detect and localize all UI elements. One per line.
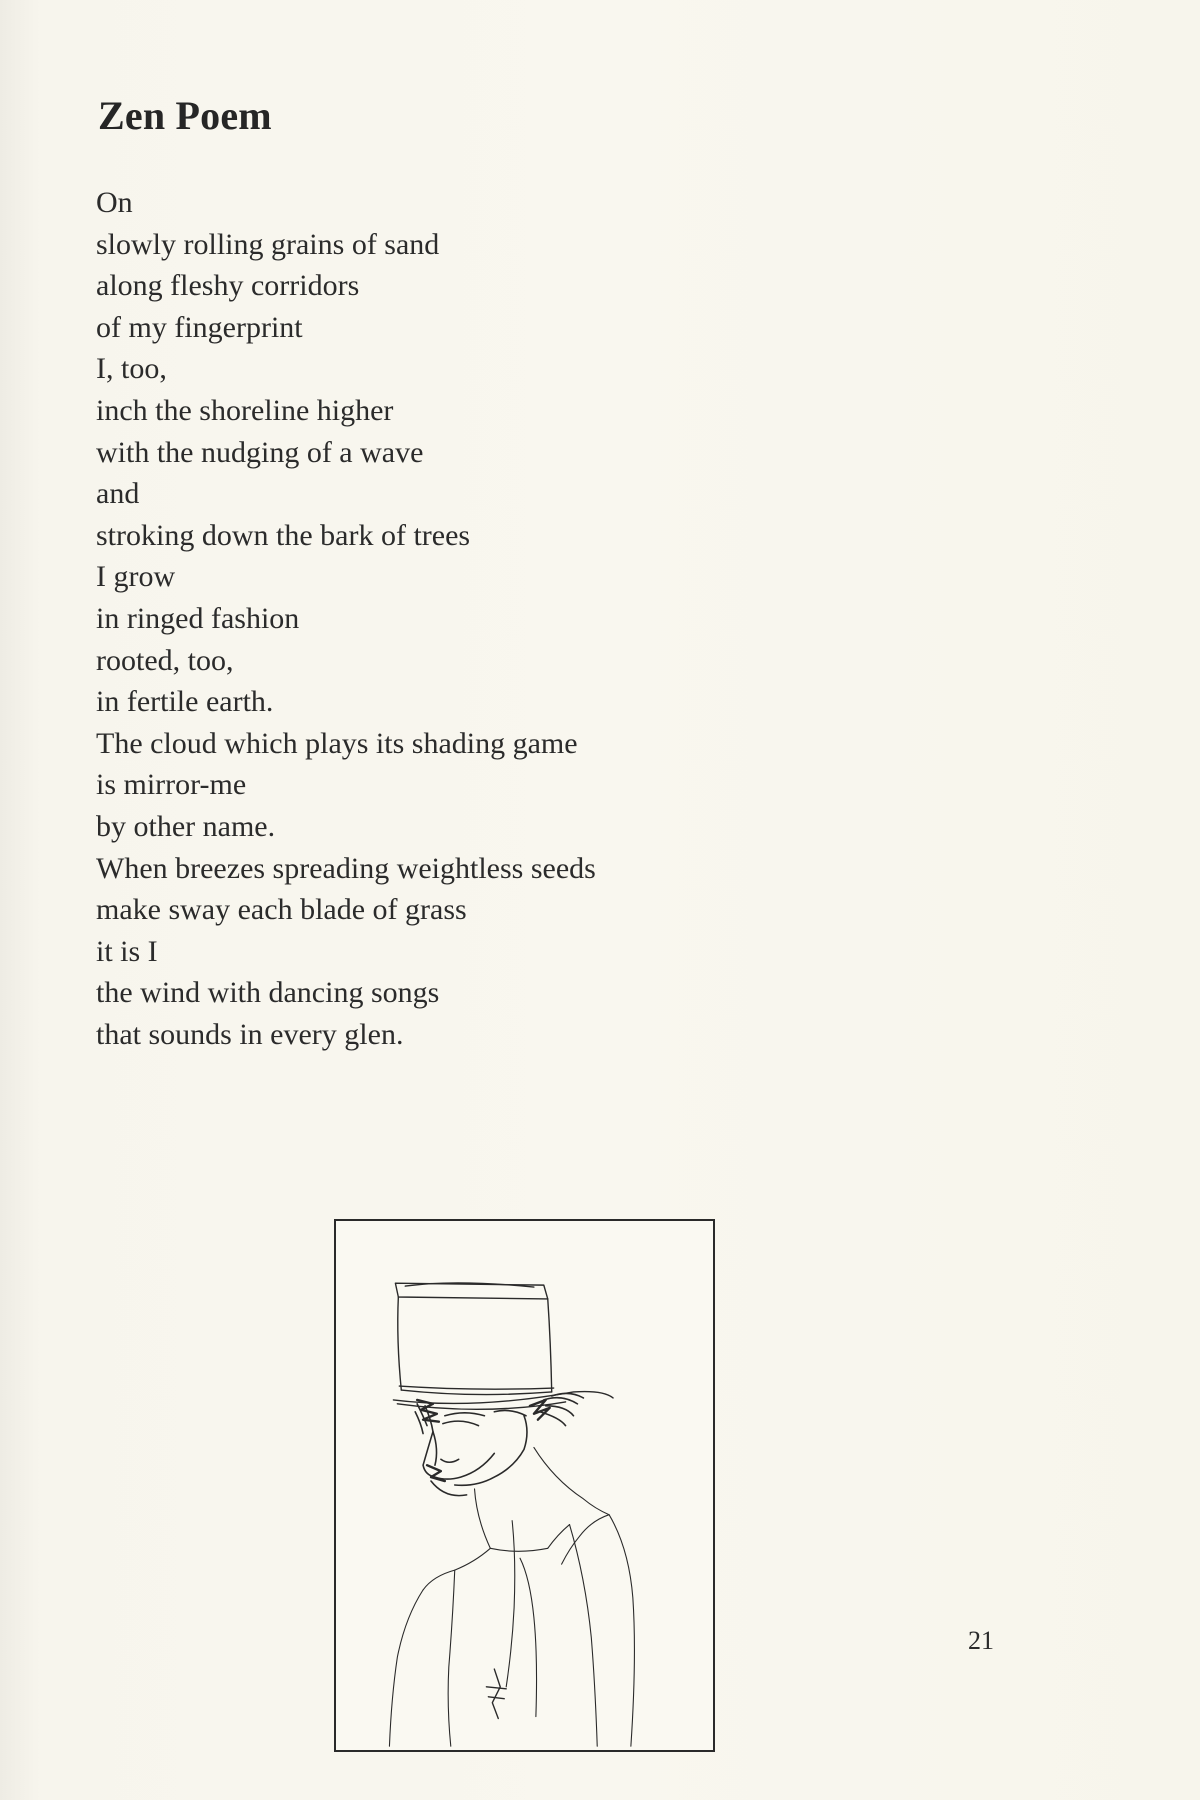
poem-title: Zen Poem [98,93,272,138]
poem-line: When breezes spreading weightless seeds [96,851,596,885]
poem-line: inch the shoreline higher [96,393,394,427]
poem-line: is mirror-me [96,768,247,802]
coat [389,1447,634,1746]
face-shading [417,1400,550,1481]
poem-line: On [96,186,133,219]
poem-line: and [96,477,140,511]
ink-sketch-illustration [334,1219,715,1752]
poem-line: I, too, [96,352,167,386]
poem-line: of my fingerprint [96,310,303,344]
pendant [486,1669,506,1718]
poem-line: with the nudging of a wave [96,435,424,469]
top-hat-figure-sketch [336,1221,713,1750]
poem-line: it is I [96,934,158,968]
poem-line: the wind with dancing songs [96,976,440,1010]
poem-line: in ringed fashion [96,601,300,635]
poem-line: in fertile earth. [96,685,274,719]
poem-line: stroking down the bark of trees [96,518,471,552]
poem-line: rooted, too, [96,643,234,677]
poem-line: make sway each blade of grass [96,893,467,927]
poem-body [96,182,596,1055]
page-number: 21 [968,1626,994,1655]
poem-line: I grow [96,560,176,594]
poem-line: slowly rolling grains of sand [96,227,440,261]
poem-line: by other name. [96,809,276,843]
poem-line: along fleshy corridors [96,269,360,303]
poem-line: The cloud which plays its shading game [96,726,578,760]
top-hat [393,1283,613,1409]
poem-line: that sounds in every glen. [96,1017,404,1051]
